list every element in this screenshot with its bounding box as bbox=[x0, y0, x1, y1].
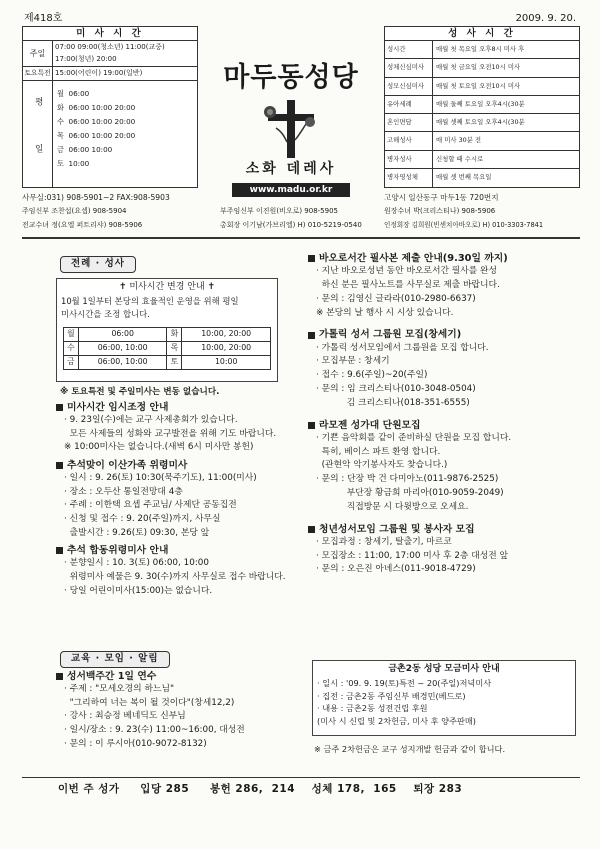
bottom-divider bbox=[22, 777, 580, 778]
weekday-thu bbox=[57, 129, 135, 143]
sacrament-value: 신청할 때 수시로 bbox=[436, 154, 484, 163]
staff-1: 주임신부 조찬섭(요셉) 908-5904 bbox=[22, 207, 127, 215]
sacrament-value: 매월 첫 금요일 오전10시 미사 bbox=[436, 63, 521, 72]
sunday-row bbox=[23, 41, 197, 67]
section-line: · 모집부문 : 창세기 bbox=[316, 356, 390, 367]
sacrament-label: 유아세례 bbox=[385, 96, 433, 113]
section-line: · 주제 : "모세오경의 하느님" bbox=[64, 684, 175, 695]
sacrament-row bbox=[385, 169, 579, 187]
day-label: 목 bbox=[57, 131, 64, 140]
fundraising-line: · 집전 : 금촌2동 주임신부 배경민(베드로) bbox=[317, 690, 466, 701]
day-times: 10:00 bbox=[68, 159, 90, 168]
weekday-tue bbox=[57, 101, 135, 115]
section-line: · 주례 : 이한택 요셉 주교님/ 사제단 공동집전 bbox=[64, 500, 237, 511]
fundraising-line: · 내용 : 금촌2동 성전건립 후원 bbox=[317, 703, 428, 714]
section-line: · 문의 : 단장 박 건 다미아노(011-9876-2525) bbox=[316, 474, 499, 485]
section-line: · 문의 : 오은진 아녜스(011-9018-4729) bbox=[316, 564, 476, 575]
church-address: 고양시 일산동구 마두1동 720번지 bbox=[384, 193, 499, 202]
sacrament-label: 병자성사 bbox=[385, 151, 433, 168]
section-line: · 모집장소 : 11:00, 17:00 미사 후 2층 대성전 앞 bbox=[316, 550, 508, 561]
office-phone: 사무실:031) 908-5901~2 FAX:908-5903 bbox=[22, 193, 170, 202]
staff-5: 총회장 이기남(가브리엘) H) 010-5219-0540 bbox=[220, 221, 362, 229]
cell: 10:00, 20:00 bbox=[182, 342, 271, 356]
section-line: · 접수 : 9.6(주일)~20(주일) bbox=[316, 370, 428, 381]
cell: 화 bbox=[167, 328, 182, 342]
section-title: 가톨릭 성서 그룹원 모집(창세기) bbox=[308, 328, 580, 341]
sacrament-label: 고해성사 bbox=[385, 132, 433, 149]
header-divider bbox=[22, 237, 580, 239]
issue-number: 제418호 bbox=[24, 13, 63, 24]
fundraising-box bbox=[312, 660, 576, 736]
sacrament-value: 매월 둘째 토요일 오후4시(30분 bbox=[436, 99, 525, 108]
section-title: 바오로서간 필사본 제출 안내(9.30일 까지) bbox=[308, 252, 580, 265]
day-times: 06:00 10:00 bbox=[68, 145, 113, 154]
church-logo bbox=[204, 26, 378, 196]
section-line: · 지난 바오로성년 동안 바오로서간 필사를 완성 bbox=[316, 266, 498, 277]
cell: 토 bbox=[167, 356, 182, 370]
cell: 06:00 bbox=[78, 328, 167, 342]
sacrament-row bbox=[385, 114, 579, 132]
patron-name: 소화 데레사 bbox=[245, 161, 337, 178]
cell: 06:00, 10:00 bbox=[78, 356, 167, 370]
sacrament-value: 매월 첫 목요일 오후8시 미사 후 bbox=[436, 45, 525, 53]
sacrament-label: 성모신심미사 bbox=[385, 78, 433, 95]
sacrament-value: 매월 셋 번째 목요일 bbox=[436, 173, 492, 182]
notice-title: ✝ 미사시간 변경 안내 ✝ bbox=[118, 282, 216, 292]
cell: 목 bbox=[167, 342, 182, 356]
sacrament-row bbox=[385, 59, 579, 77]
section-line: ※ 본당의 날 행사 시 시상 있습니다. bbox=[316, 307, 454, 318]
section-line: 하신 분은 필사노트를 사무실로 제출 바랍니다. bbox=[316, 280, 500, 291]
square-bullet-icon bbox=[56, 547, 63, 554]
cell: 수 bbox=[64, 342, 79, 356]
weekday-wed bbox=[57, 115, 135, 129]
sacrament-row bbox=[385, 78, 579, 96]
notice-section bbox=[56, 401, 296, 455]
cross-icon: ✝ bbox=[207, 282, 216, 292]
section-title: 라모젠 성가대 단원모집 bbox=[308, 419, 580, 432]
section-line: · 모집과정 : 창세기, 탈출기, 마르코 bbox=[316, 536, 452, 547]
section-line: · 9. 23일(수)에는 교구 사제총회가 있습니다. bbox=[64, 415, 238, 426]
day-times: 06:00 bbox=[68, 89, 90, 98]
saturday-row bbox=[23, 67, 197, 81]
day-label: 수 bbox=[57, 117, 64, 126]
right-footnote: ※ 금주 2차헌금은 교구 성지개발 헌금과 같이 합니다. bbox=[314, 744, 506, 754]
sunday-line-2: 17:00(청년) 20:00 bbox=[55, 54, 117, 63]
staff-3: 원장수녀 박(크리스티나) 908-5906 bbox=[384, 207, 496, 215]
day-times: 06:00 10:00 20:00 bbox=[68, 117, 136, 126]
cell: 월 bbox=[64, 328, 79, 342]
church-name: 마두동성당 bbox=[223, 62, 359, 93]
square-bullet-icon bbox=[308, 526, 315, 533]
fundraising-title: 금촌2동 성당 모금미사 안내 bbox=[388, 664, 500, 674]
notice-section bbox=[308, 419, 580, 515]
section-title: 미사시간 임시조정 안내 bbox=[56, 401, 296, 414]
section-line: · 당일 어린이미사(15:00)는 없습니다. bbox=[64, 585, 213, 596]
notice-section bbox=[308, 328, 580, 410]
mass-change-notice bbox=[56, 278, 278, 382]
fundraising-line: (미사 시 신립 및 2차헌금, 미사 후 양주판매) bbox=[317, 715, 476, 726]
sunday-label: 주일 bbox=[23, 41, 53, 66]
sacrament-row bbox=[385, 151, 579, 169]
left-sections bbox=[56, 401, 296, 602]
sacrament-rows bbox=[385, 41, 579, 187]
section-line: · 강사 : 최승정 베네딕도 신부님 bbox=[64, 711, 186, 722]
section-line: · 일시 : 9. 26(토) 10:30(묵주기도), 11:00(미사) bbox=[64, 473, 257, 484]
cell: 10:00 bbox=[182, 356, 271, 370]
sacrament-label: 병자영성체 bbox=[385, 169, 433, 187]
section-title: 청년성서모임 그룹원 및 봉사자 모집 bbox=[308, 523, 580, 536]
section-line: · 장소 : 오두산 통일전망대 4층 bbox=[64, 486, 183, 497]
staff-4: 전교수녀 정(요엘 퍼트리샤) 908-5906 bbox=[22, 221, 143, 229]
cross-rose-icon bbox=[256, 98, 326, 160]
sacrament-label: 성체신심미사 bbox=[385, 59, 433, 76]
sacrament-label: 성시간 bbox=[385, 41, 433, 58]
section-line: "그리하여 너는 복이 될 것이다"(창세12,2) bbox=[64, 697, 235, 708]
cross-icon: ✝ bbox=[118, 282, 127, 292]
day-label: 토 bbox=[57, 159, 64, 168]
section-line: 위령미사 예물은 9. 30(수)까지 사무실로 접수 바랍니다. bbox=[64, 572, 286, 582]
left-sections-2 bbox=[56, 670, 296, 755]
section-line: · 문의 : 이 루시아(010-9072-8132) bbox=[64, 738, 207, 749]
liturgy-tag: 전례 · 성사 bbox=[60, 256, 136, 273]
notice-section bbox=[56, 544, 296, 598]
square-bullet-icon bbox=[308, 332, 315, 339]
section-title: 추석 합동위령미사 안내 bbox=[56, 544, 296, 557]
square-bullet-icon bbox=[308, 422, 315, 429]
website-link[interactable]: www.madu.or.kr bbox=[232, 183, 350, 197]
staff-6: 인정회장 김희원(빈센치아바오로) H) 010-3303-7841 bbox=[384, 221, 544, 229]
fundraising-line: · 일시 : '09. 9. 19(토)특전 ~ 20(주일)저녁미사 bbox=[317, 678, 492, 689]
section-line: · 분향일시 : 10. 3(토) 06:00, 10:00 bbox=[64, 558, 209, 569]
section-line: 출발시간 : 9.26(토) 09:30, 본당 앞 bbox=[64, 527, 210, 538]
notice-section bbox=[56, 459, 296, 540]
notice-body-1: 10월 1일부터 본당의 효율적인 운영을 위해 평일 bbox=[61, 296, 239, 307]
section-line: 모든 사제들의 성화와 교구발전을 위해 기도 바랍니다. bbox=[64, 428, 277, 439]
sacrament-row bbox=[385, 41, 579, 59]
saturday-label: 토요특전 bbox=[23, 67, 53, 80]
section-line: (관현악 악기봉사자도 찾습니다.) bbox=[316, 460, 448, 471]
hymn-numbers: 이번 주 성가 입당 285 봉헌 286, 214 성체 178, 165 퇴장 283 bbox=[58, 783, 463, 795]
day-label: 금 bbox=[57, 145, 64, 154]
square-bullet-icon bbox=[308, 255, 315, 262]
section-line: · 문의 : 김영신 글라라(010-2980-6637) bbox=[316, 293, 476, 304]
sunday-line-1: 07:00 09:00(청소년) 11:00(교중) bbox=[55, 43, 165, 51]
weekday-fri bbox=[57, 143, 135, 157]
section-line: · 문의 : 임 크리스티나(010-3048-0504) bbox=[316, 384, 476, 395]
mass-times-title: 미 사 시 간 bbox=[23, 27, 197, 41]
mass-change-table bbox=[63, 327, 271, 370]
notice-section bbox=[56, 670, 296, 751]
staff-2: 부주임신부 이진원(비오로) 908-5905 bbox=[220, 207, 338, 215]
sacrament-row bbox=[385, 96, 579, 114]
education-tag: 교육 · 모임 · 알림 bbox=[60, 651, 170, 668]
day-label: 월 bbox=[57, 89, 64, 98]
sacrament-times-box bbox=[384, 26, 580, 188]
weekday-label: 평 일 bbox=[23, 81, 53, 187]
weekday-sat bbox=[57, 157, 135, 171]
section-line: 부단장 황금희 마리아(010-9059-2049) bbox=[316, 488, 504, 499]
notice-body-2: 미사시간을 조정 합니다. bbox=[61, 309, 150, 320]
cell: 06:00, 10:00 bbox=[78, 342, 167, 356]
issue-date: 2009. 9. 20. bbox=[515, 13, 576, 24]
section-line: 특히, 베이스 파트 환영 합니다. bbox=[316, 446, 441, 457]
day-times: 06:00 10:00 20:00 bbox=[68, 103, 136, 112]
section-title: 성서백주간 1일 연수 bbox=[56, 670, 296, 683]
saturday-line: 15:00(어린이) 19:00(일반) bbox=[55, 69, 143, 77]
day-label: 화 bbox=[57, 103, 64, 112]
sacrament-label: 혼인면담 bbox=[385, 114, 433, 131]
cell: 금 bbox=[64, 356, 79, 370]
section-title: 추석맞이 이산가족 위령미사 bbox=[56, 459, 296, 472]
square-bullet-icon bbox=[56, 462, 63, 469]
sacrament-row bbox=[385, 132, 579, 150]
section-line: · 기쁜 음악회를 같이 준비하실 단원을 모집 합니다. bbox=[316, 432, 512, 443]
section-line: · 일시/장소 : 9. 23(수) 11:00~16:00, 대성전 bbox=[64, 725, 245, 735]
sacrament-value: 매 미사 30분 전 bbox=[436, 136, 482, 145]
sacrament-times-title: 성 사 시 간 bbox=[385, 27, 579, 41]
cell: 10:00, 20:00 bbox=[182, 328, 271, 342]
weekday-rows bbox=[23, 81, 197, 187]
sacrament-value: 매월 첫 토요일 오전10시 미사 bbox=[436, 81, 521, 90]
weekday-mon bbox=[57, 87, 135, 101]
mass-times-box bbox=[22, 26, 198, 188]
square-bullet-icon bbox=[56, 673, 63, 680]
section-line: ※ 10:00미사는 없습니다.(새벽 6시 미사만 봉헌) bbox=[64, 442, 254, 453]
section-line: · 신청 및 접수 : 9. 20(주일)까지, 사무실 bbox=[64, 514, 221, 524]
sacrament-value: 매월 셋째 토요일 오후4시(30분 bbox=[436, 118, 525, 127]
notice-footnote: ※ 토요특전 및 주일미사는 변동 없습니다. bbox=[60, 387, 220, 397]
section-line: 직접방문 시 다윗방으로 오세요. bbox=[316, 501, 469, 512]
square-bullet-icon bbox=[56, 404, 63, 411]
notice-section bbox=[308, 252, 580, 320]
section-line: · 가톨릭 성서모임에서 그룹원을 모집 합니다. bbox=[316, 342, 489, 353]
right-sections bbox=[308, 252, 580, 585]
section-line: 김 크리스티나(018-351-6555) bbox=[316, 397, 470, 408]
notice-section bbox=[308, 523, 580, 578]
day-times: 06:00 10:00 20:00 bbox=[68, 131, 136, 140]
